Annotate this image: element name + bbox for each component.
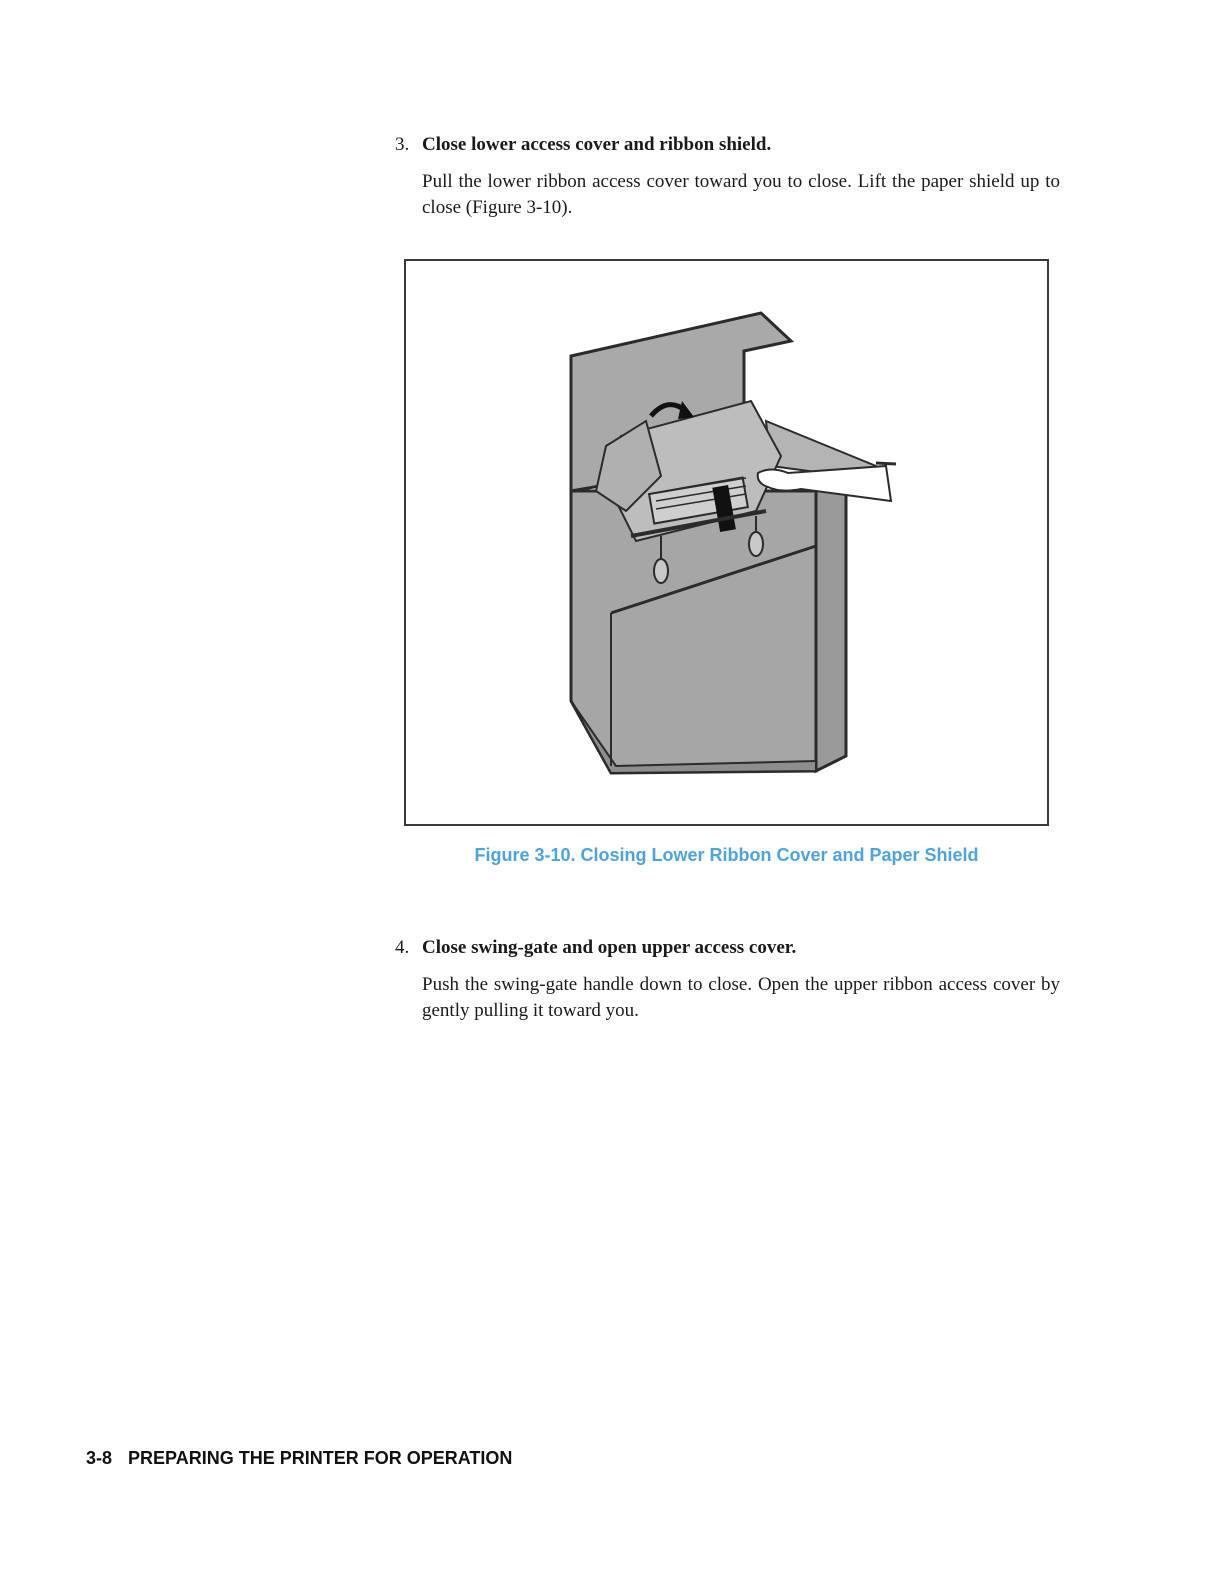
cabinet-side <box>816 476 846 771</box>
step-3 <box>395 133 1060 221</box>
step-4-heading-text: Close swing-gate and open upper access cover. <box>422 937 797 958</box>
page-number: 3-8 <box>86 1448 113 1468</box>
figure-frame <box>404 259 1049 826</box>
cabinet-front <box>571 491 816 773</box>
step-4-body: Push the swing-gate handle down to close. Open the upper ribbon access cover by gently pulling it toward you. <box>422 974 1060 1021</box>
step-3-heading <box>395 133 1060 157</box>
step-4 <box>395 936 1060 1024</box>
step-3-heading-text: Close lower access cover and ribbon shield. <box>422 134 772 155</box>
printer-cabinet-illustration <box>406 261 1047 824</box>
figure-caption: Figure 3-10. Closing Lower Ribbon Cover and Paper Shield <box>474 845 979 865</box>
step-4-heading <box>395 936 1060 960</box>
page-footer <box>86 1448 512 1469</box>
step-4-number: 4. <box>395 937 410 958</box>
section-title: PREPARING THE PRINTER FOR OPERATION <box>128 1448 513 1468</box>
step-3-body: Pull the lower ribbon access cover toward you to close. Lift the paper shield up to close (Figure 3-10). <box>422 171 1060 218</box>
step-3-number: 3. <box>395 134 410 155</box>
